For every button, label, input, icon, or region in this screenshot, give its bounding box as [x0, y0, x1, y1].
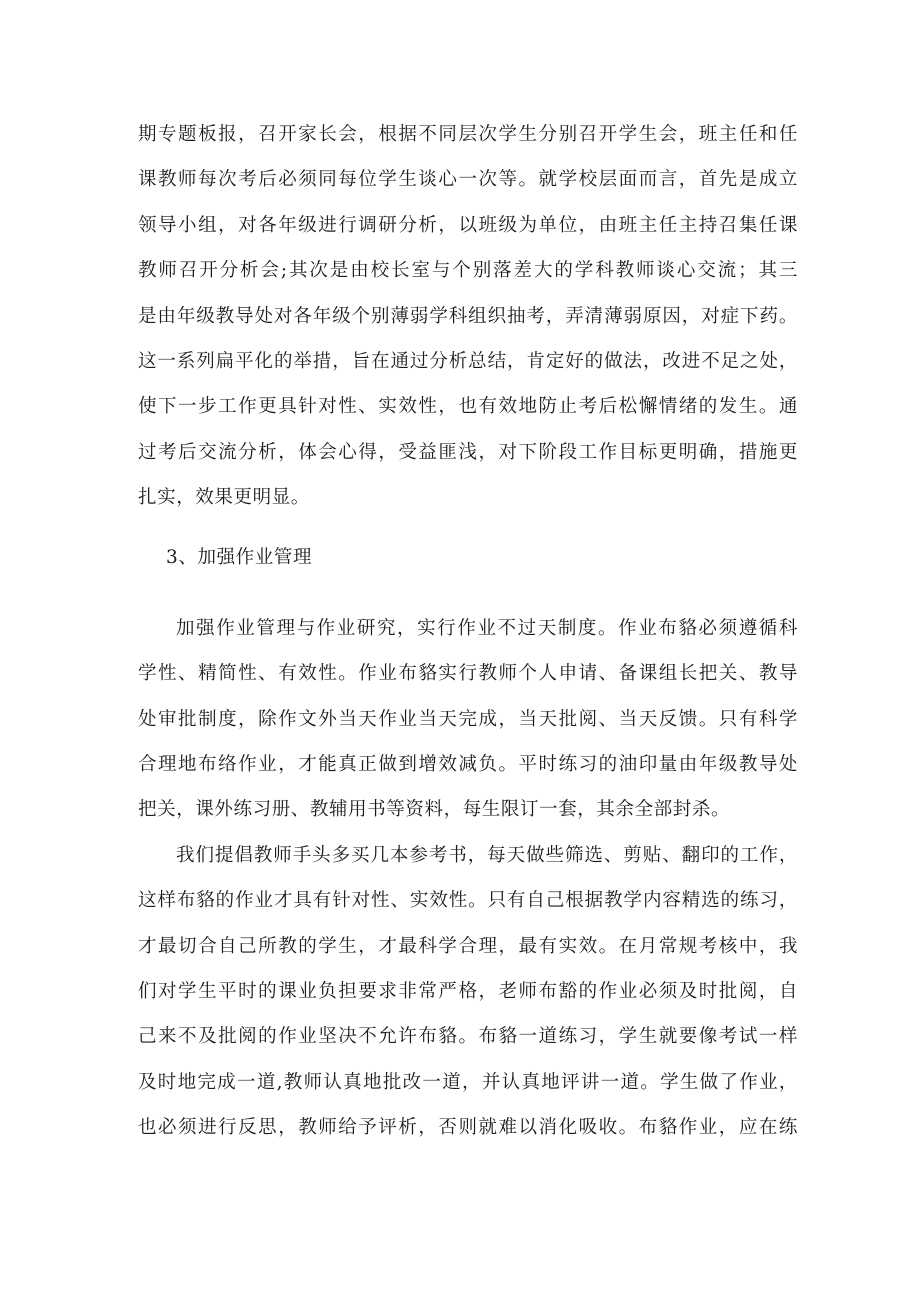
text-line: 己来不及批阅的作业坚决不允许布貉。布貉一道练习，学生就要像考试一样: [138, 1026, 798, 1048]
text-line: 我们提倡教师手头多买几本参考书，每天做些筛选、剪贴、翻印的工作，: [176, 844, 798, 866]
text-line: 学性、精简性、有效性。作业布貉实行教师个人申请、备课组长把关、教导: [138, 663, 798, 685]
document-body: [138, 112, 798, 1151]
text-line: 过考后交流分析，体会心得，受益匪浅，对下阶段工作目标更明确，措施更: [138, 441, 798, 463]
text-line: 加强作业管理与作业研究，实行作业不过天制度。作业布貉必须遵循科: [176, 617, 798, 639]
text-line: 这一系列扁平化的举措，旨在通过分析总结，肯定好的做法，改进不足之处，: [138, 350, 798, 372]
text-line: 们对学生平时的课业负担要求非常严格，老师布豁的作业必须及时批阅，自: [138, 981, 798, 1003]
text-line: 这样布貉的作业才具有针对性、实效性。只有自己根据教学内容精选的练习，: [138, 890, 798, 912]
text-line: 及时地完成一道,教师认真地批改一道，并认真地评讲一道。学生做了作业，: [138, 1071, 798, 1093]
text-line: 领导小组，对各年级进行调研分析，以班级为单位，由班主任主持召集任课: [138, 214, 798, 236]
text-line: 教师召开分析会;其次是由校长室与个别落差大的学科教师谈心交流；其三: [138, 260, 798, 282]
text-line: 把关，课外练习册、教辅用书等资料，每生限订一套，其余全部封杀。: [138, 799, 731, 821]
text-line: 是由年级教导处对各年级个别薄弱学科组织抽考，弄清薄弱原因，对症下药。: [138, 305, 798, 327]
text-line: 使下一步工作更具针对性、实效性，也有效地防止考后松懈情绪的发生。通: [138, 396, 798, 418]
paragraph-3: [138, 833, 798, 1151]
text-line: 扎实，效果更明显。: [138, 487, 310, 509]
section-heading: 3、加强作业管理: [166, 546, 313, 568]
text-line: 也必须进行反思，教师给予评析，否则就难以消化吸收。布貉作业，应在练: [138, 1117, 798, 1139]
text-line: 合理地布络作业，才能真正做到增效减负。平时练习的油印量由年级教导处: [138, 754, 798, 776]
paragraph-2: [138, 606, 798, 833]
paragraph-1: [138, 112, 798, 521]
text-line: 期专题板报，召开家长会，根据不同层次学生分别召开学生会，班主任和任: [138, 124, 798, 145]
text-line: 处审批制度，除作文外当天作业当天完成，当天批阅、当天反馈。只有科学: [138, 708, 798, 730]
text-line: 才最切合自己所教的学生，才最科学合理，最有实效。在月常规考核中，我: [138, 935, 798, 957]
text-line: 课教师每次考后必须同每位学生谈心一次等。就学校层面而言，首先是成立: [138, 169, 798, 191]
